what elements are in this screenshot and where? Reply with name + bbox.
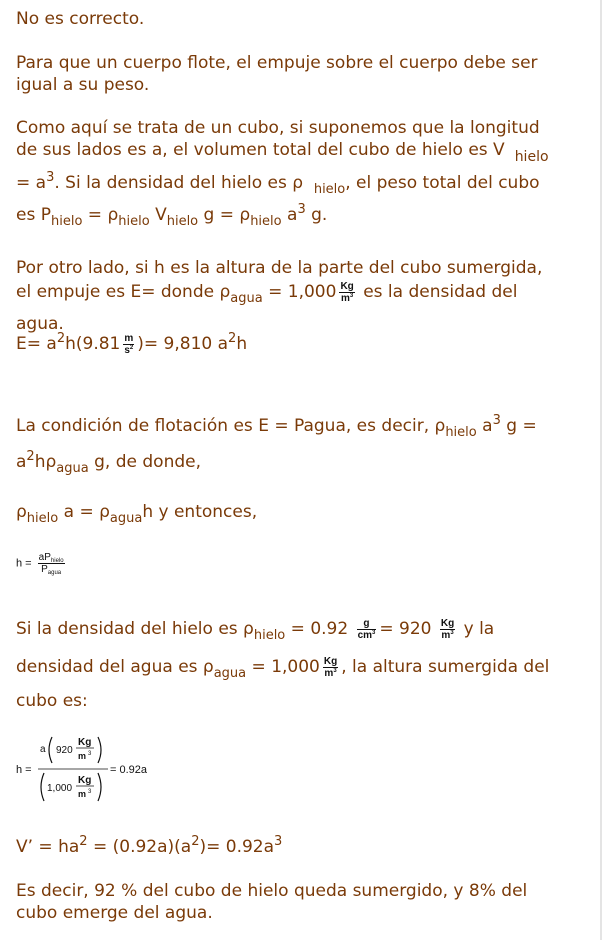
paragraph-line: Es decir, 92 % del cubo de hielo queda sumergido, y 8% del — [16, 881, 528, 901]
paragraph-line: cubo es: — [16, 691, 88, 711]
kg-per-m3-fraction: $\frac{Kg}{m^3}$ — [340, 280, 354, 304]
svg-text:= 0.92a: = 0.92a — [110, 764, 148, 776]
paragraph-line: Por otro lado, si h es la altura de la parte del cubo sumergida, — [16, 258, 543, 278]
svg-text:a: a — [40, 744, 46, 755]
verdict-text: No es correcto. — [16, 9, 145, 29]
svg-text:920: 920 — [56, 745, 73, 756]
paragraph-line: agua. — [16, 314, 64, 334]
formula-line: La condición de flotación es E = Pagua, es decir, $\rho_{hielo}$ $a^3$ g = — [16, 413, 537, 440]
svg-text:Kg: Kg — [78, 775, 92, 786]
kg-per-m3-fraction: $\frac{Kg}{m^3}$ — [323, 655, 338, 679]
formula-line: $\rho_{hielo}$ $a = \rho_{agua}h$ y entonces, — [16, 502, 258, 526]
svg-text:3: 3 — [88, 789, 92, 795]
formula-line: el empuje es E= donde $\rho_{agua} = 1,000$ $\frac{Kg}{m^3}$ es la densidad del — [16, 280, 518, 306]
paragraph-line: Para que un cuerpo flote, el empuje sobre el cuerpo debe ser — [16, 53, 538, 73]
g-per-cm3-fraction: $\frac{g}{cm^3}$ — [357, 617, 376, 641]
h-result-equation-image — [16, 733, 176, 807]
formula-line: V’ = $ha^2 = (0.92a)(a^2)= 0.92a^3$ — [16, 834, 283, 857]
paragraph-line: cubo emerge del agua. — [16, 903, 213, 923]
m-per-s2-fraction: $\frac{m}{s^2}$ — [124, 332, 134, 356]
formula-line: $E= a^2h(9.81$ $\frac{m}{s^2}$ )= 9,810 $a^2h$ — [16, 331, 248, 356]
paragraph-line: de sus lados es a, el volumen total del cubo de hielo es V $_{hielo}$ — [16, 140, 549, 165]
paragraph-line: Como aquí se trata de un cubo, si suponemos que la longitud — [16, 118, 540, 138]
formula-line: $a^2h\rho_{agua}$ g, de donde, — [16, 449, 201, 476]
formula-line: es $P_{hielo} = \rho_{hielo}$ $V_{hielo}$ $g = \rho_{hielo}$ $a^3$ g. — [16, 202, 328, 229]
formula-line: = $a^3$. Si la densidad del hielo es ρ $_{hielo}$, el peso total del cubo — [16, 170, 540, 197]
h-equation-image: h = $\frac{aP_{hielo}}{P_{agua}}$ — [16, 552, 64, 576]
svg-text:m: m — [78, 789, 87, 799]
paragraph-line: igual a su peso. — [16, 75, 150, 95]
formula-line: Si la densidad del hielo es $\rho_{hielo} = 0.92$ $\frac{g}{cm^3}$ = 920 $\frac{Kg}{m^3}$ y la — [16, 617, 495, 643]
svg-text:Kg: Kg — [78, 737, 92, 748]
kg-per-m3-fraction: $\frac{Kg}{m^3}$ — [440, 617, 455, 641]
svg-text:m: m — [78, 751, 87, 761]
svg-text:1,000: 1,000 — [47, 783, 73, 794]
svg-text:3: 3 — [88, 751, 92, 757]
h-result-equation-drawing — [16, 733, 176, 807]
svg-text:h =: h = — [16, 764, 32, 776]
formula-line: densidad del agua es $\rho_{agua} = 1,000$ $\frac{Kg}{m^3}$ , la altura sumergida del — [16, 655, 550, 681]
